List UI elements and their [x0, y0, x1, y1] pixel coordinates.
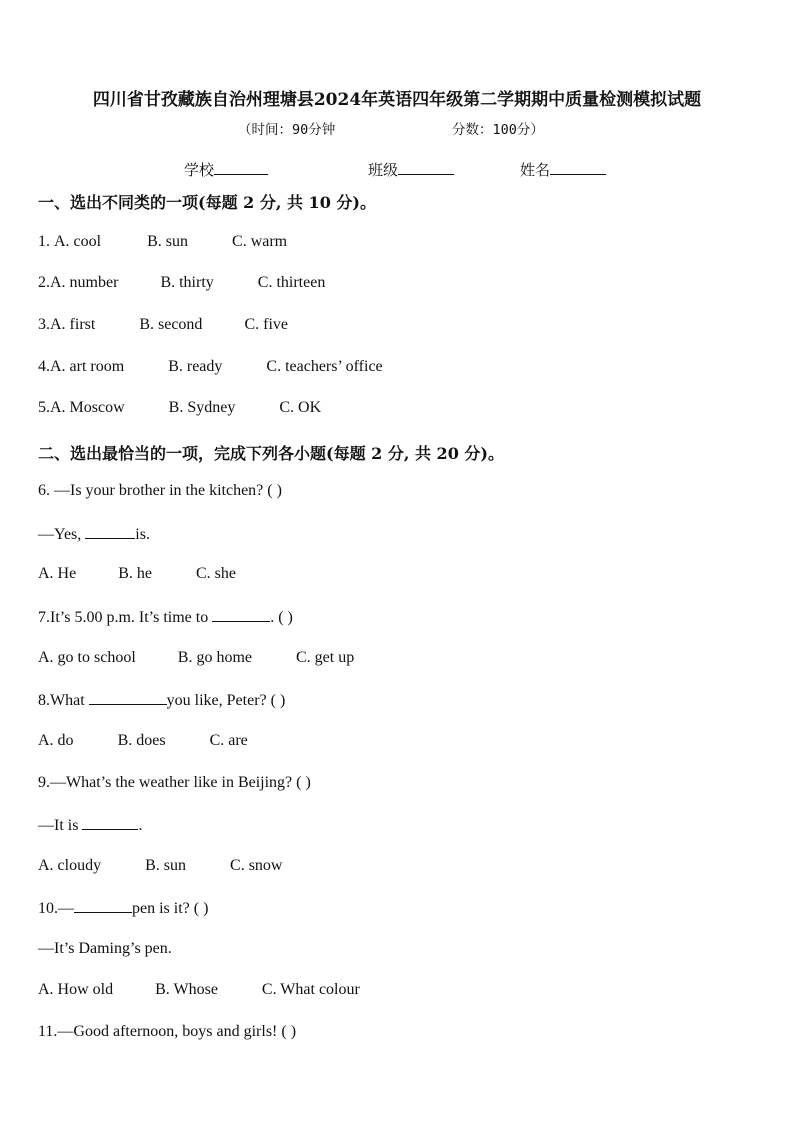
reply-text: —Yes,: [38, 526, 86, 543]
class-field: [368, 159, 454, 180]
option-b: B. does: [117, 732, 166, 749]
class-blank: [398, 160, 454, 175]
option-a: A. Moscow: [50, 399, 125, 416]
answer-blank: [89, 690, 167, 705]
option-b: B. Whose: [155, 981, 218, 998]
name-blank: [550, 160, 606, 175]
question-number: 1.: [38, 233, 54, 250]
question-number: 2.: [38, 274, 50, 291]
answer-blank: [82, 815, 138, 830]
stem-text-end: pen is it? ( ): [132, 900, 209, 917]
reply-text-end: is.: [135, 526, 150, 543]
option-b: B. Sydney: [168, 399, 236, 416]
option-c: C. OK: [279, 399, 322, 416]
question-3: [38, 316, 288, 334]
question-6-stem: 6. —Is your brother in the kitchen? ( ): [38, 482, 282, 499]
stem-text-end: you like, Peter? ( ): [166, 692, 286, 709]
option-c: C. are: [209, 732, 248, 749]
stem-text-end: . ( ): [270, 609, 293, 626]
question-11-stem: 11.—Good afternoon, boys and girls! ( ): [38, 1023, 297, 1040]
option-a: A. go to school: [38, 649, 136, 666]
option-a: A. number: [50, 274, 119, 291]
answer-blank: [85, 524, 135, 539]
option-b: B. sun: [147, 233, 189, 250]
option-b: B. thirty: [160, 274, 214, 291]
option-c: C. she: [196, 565, 236, 582]
question-7-options: [38, 649, 354, 667]
exam-time: （时间：90分钟: [238, 122, 336, 138]
option-b: B. he: [118, 565, 152, 582]
question-number: 3.: [38, 316, 50, 333]
question-10-stem: [38, 898, 208, 918]
name-label: 姓名: [520, 161, 551, 179]
name-field: [520, 159, 606, 180]
option-a: A. How old: [38, 981, 114, 998]
question-2: [38, 274, 325, 292]
section-2-title: 二、选出最恰当的一项，完成下列各小题(每题 2 分, 共 20 分)。: [38, 444, 504, 463]
question-7-stem: [38, 607, 293, 627]
option-b: B. sun: [145, 857, 187, 874]
option-c: C. teachers’ office: [266, 358, 383, 375]
option-c: C. What colour: [261, 981, 360, 998]
question-10-options: [38, 981, 360, 999]
option-c: C. get up: [296, 649, 355, 666]
option-b: B. go home: [177, 649, 252, 666]
stem-text: 7.It’s 5.00 p.m. It’s time to: [38, 609, 213, 626]
option-a: A. cool: [54, 233, 102, 250]
option-a: A. do: [38, 732, 74, 749]
class-label: 班级: [368, 161, 399, 179]
reply-text: —It is: [38, 817, 83, 834]
question-8-stem: [38, 690, 285, 710]
answer-blank: [74, 898, 132, 913]
stem-text: 10.—: [38, 900, 74, 917]
option-b: B. second: [139, 316, 203, 333]
question-10-reply: —It’s Daming’s pen.: [38, 940, 172, 957]
question-9-options: [38, 857, 282, 875]
stem-text: 8.What: [38, 692, 89, 709]
question-1: [38, 233, 287, 251]
question-5: [38, 399, 321, 417]
option-c: C. thirteen: [257, 274, 326, 291]
question-number: 5.: [38, 399, 50, 416]
section-1-title: 一、选出不同类的一项(每题 2 分, 共 10 分)。: [38, 193, 376, 212]
option-a: A. cloudy: [38, 857, 102, 874]
question-number: 4.: [38, 358, 50, 375]
option-a: A. art room: [50, 358, 125, 375]
question-9-reply: [38, 815, 142, 835]
option-c: C. warm: [232, 233, 288, 250]
question-4: [38, 358, 383, 376]
answer-blank: [212, 607, 270, 622]
page-title: 四川省甘孜藏族自治州理塘县2024年英语四年级第二学期期中质量检测模拟试题: [92, 90, 702, 110]
option-a: A. first: [50, 316, 96, 333]
reply-text-end: .: [138, 817, 143, 834]
question-6-reply: [38, 524, 150, 544]
option-c: C. five: [244, 316, 288, 333]
school-field: [184, 159, 268, 180]
option-b: B. ready: [168, 358, 223, 375]
school-label: 学校: [184, 161, 215, 179]
school-blank: [214, 160, 268, 175]
question-8-options: [38, 732, 248, 750]
option-c: C. snow: [230, 857, 283, 874]
option-a: A. He: [38, 565, 77, 582]
question-6-options: [38, 565, 236, 583]
question-9-stem: 9.—What’s the weather like in Beijing? ( ): [38, 774, 311, 791]
exam-score: 分数：100分）: [452, 122, 544, 138]
